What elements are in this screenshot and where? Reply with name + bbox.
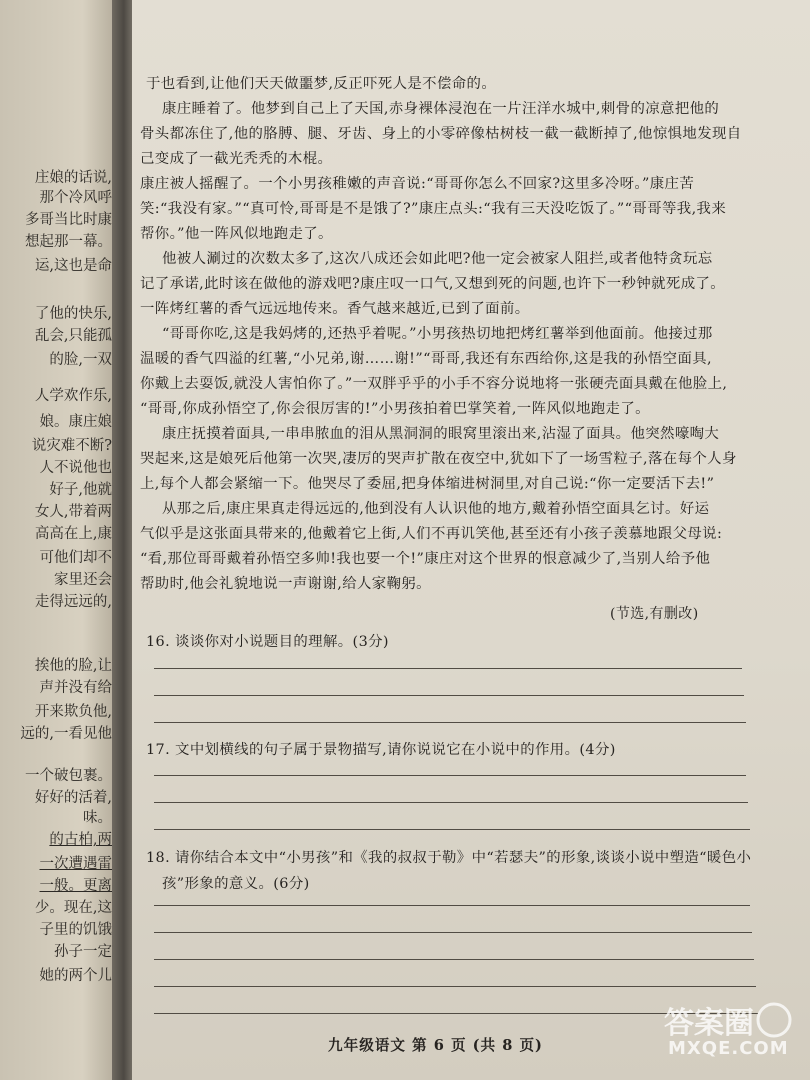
facing-page-line: 开来欺负他, [34,704,112,720]
facing-page-line: 一次遭遇雷 [39,856,112,872]
facing-page-line: 了他的快乐, [34,306,112,322]
story-line: 康庄抚摸着面具,一串串脓血的泪从黑洞洞的眼窝里滚出来,沾湿了面具。他突然嚎啕大 [162,426,720,442]
facing-page-line: 娘。康庄娘 [39,414,112,430]
source-note: (节选,有删改) [610,606,699,622]
facing-page-line: 子里的饥饿 [39,922,112,938]
answer-line [154,932,752,933]
facing-page-line: 高高在上,康 [34,526,112,542]
story-line: 骨头都冻住了,他的胳膊、腿、牙齿、身上的小零碎像枯树枝一截一截断掉了,他惊惧地发现自 [140,126,742,142]
story-line: 气似乎是这张面具带来的,他戴着它上街,人们不再讥笑他,甚至还有小孩子羡慕地跟父母说: [140,526,723,542]
answer-line [154,695,744,696]
exam-page [132,0,810,1080]
story-line: 笑:“我没有家。”“真可怜,哥哥是不是饿了?”康庄点头:“我有三天没吃饭了。”“哥哥等我,我来 [140,201,727,217]
story-line: 温暖的香气四溢的红薯,“小兄弟,谢……谢!”“哥哥,我还有东西给你,这是我的孙悟空面具, [140,351,712,367]
answer-line [154,802,748,803]
page-footer: 九年级语文 第 6 页 (共 8 页) [328,1037,543,1054]
answer-line [154,905,750,906]
question-18-cont: 孩”形象的意义。(6分) [162,876,310,892]
facing-page-line: 远的,一看见他 [20,726,112,742]
facing-page-line: 多哥当比时康 [25,212,112,228]
facing-page-line: 人学欢作乐, [34,388,112,404]
facing-page-line: 走得远远的, [34,594,112,610]
facing-page-line: 运,这也是命 [34,258,112,274]
story-line: 他被人涮过的次数太多了,这次八成还会如此吧?他一定会被家人阻拦,或者他特贪玩忘 [162,251,713,267]
facing-page-line: 家里还会 [54,572,112,588]
story-line: “看,那位哥哥戴着孙悟空多帅!我也要一个!”康庄对这个世界的恨意减少了,当别人给予他 [140,551,711,567]
watermark-url: MXQE.COM [668,1038,789,1059]
story-line: 康庄被人摇醒了。一个小男孩稚嫩的声音说:“哥哥你怎么不回家?这里多冷呀。”康庄苦 [140,176,695,192]
answer-line [154,722,746,723]
story-line: 康庄睡着了。他梦到自己上了天国,赤身裸体浸泡在一片汪洋水城中,刺骨的凉意把他的 [162,101,720,117]
facing-page-line: 庄娘的话说, [34,170,112,186]
facing-page-line: 的古柏,两 [49,832,112,848]
facing-page-line: 女人,带着两 [34,504,112,520]
answer-line [154,986,756,987]
facing-page-left [0,0,118,1080]
facing-page-line: 那个冷风呼 [39,190,112,206]
question-18: 18. 请你结合本文中“小男孩”和《我的叔叔于勒》中“若瑟夫”的形象,谈谈小说中塑造“暖色小 [146,850,752,866]
facing-page-line: 想起那一幕。 [25,234,112,250]
story-line: 帮助时,他会礼貌地说一声谢谢,给人家鞠躬。 [140,576,431,592]
watermark-text: 答案圈 [664,1006,754,1041]
facing-page-line: 她的两个儿 [39,968,112,984]
story-line: 己变成了一截光秃秃的木棍。 [140,151,333,167]
watermark-logo [658,996,798,1066]
facing-page-line: 可他们却不 [39,550,112,566]
question-16: 16. 谈谈你对小说题目的理解。(3分) [146,634,389,650]
story-line: 记了承诺,此时该在做他的游戏吧?康庄叹一口气,又想到死的问题,也许下一秒钟就死成了。 [140,276,726,292]
story-line: 从那之后,康庄果真走得远远的,他到没有人认识他的地方,戴着孙悟空面具乞讨。好运 [162,501,710,517]
story-line: “哥哥你吃,这是我妈烤的,还热乎着呢。”小男孩热切地把烤红薯举到他面前。他接过那 [162,326,713,342]
page-content [132,0,810,1080]
facing-page-line: 的脸,一双 [49,352,112,368]
facing-page-line: 人不说他也 [39,460,112,476]
answer-line [154,668,742,669]
facing-page-line: 一般。更离 [39,878,112,894]
story-line: 上,每个人都会紧缩一下。他哭尽了委屈,把身体缩进树洞里,对自己说:“你一定要活下去!” [140,476,715,492]
facing-page-line: 说灾难不断? [31,438,112,454]
facing-page-line: 味。 [83,810,112,826]
facing-page-line: 好好的活着, [34,790,112,806]
question-17: 17. 文中划横线的句子属于景物描写,请你说说它在小说中的作用。(4分) [146,742,616,758]
facing-page-line: 声并没有给 [39,680,112,696]
answer-line [154,775,746,776]
answer-line [154,959,754,960]
facing-page-line: 一个破包裹。 [25,768,112,784]
story-line: 你戴上去耍饭,就没人害怕你了。”一双胖乎乎的小手不容分说地将一张硬壳面具戴在他脸上, [140,376,728,392]
story-line: “哥哥,你成孙悟空了,你会很厉害的!”小男孩拍着巴掌笑着,一阵风似地跑走了。 [140,401,650,417]
facing-page-line: 孙子一定 [54,944,112,960]
story-line: 哭起来,这是娘死后他第一次哭,凄厉的哭声扩散在夜空中,犹如下了一场雪粒子,落在每个人身 [140,451,737,467]
answer-line [154,829,750,830]
facing-page-line: 挨他的脸,让 [34,658,112,674]
story-line: 帮你。”他一阵风似地跑走了。 [140,226,333,242]
facing-page-line: 好子,他就 [49,482,112,498]
story-line: 于也看到,让他们天天做噩梦,反正吓死人是不偿命的。 [146,76,497,92]
story-line: 一阵烤红薯的香气远远地传来。香气越来越近,已到了面前。 [140,301,530,317]
facing-page-line: 乱会,只能孤 [34,328,112,344]
facing-page-line: 少。现在,这 [34,900,112,916]
